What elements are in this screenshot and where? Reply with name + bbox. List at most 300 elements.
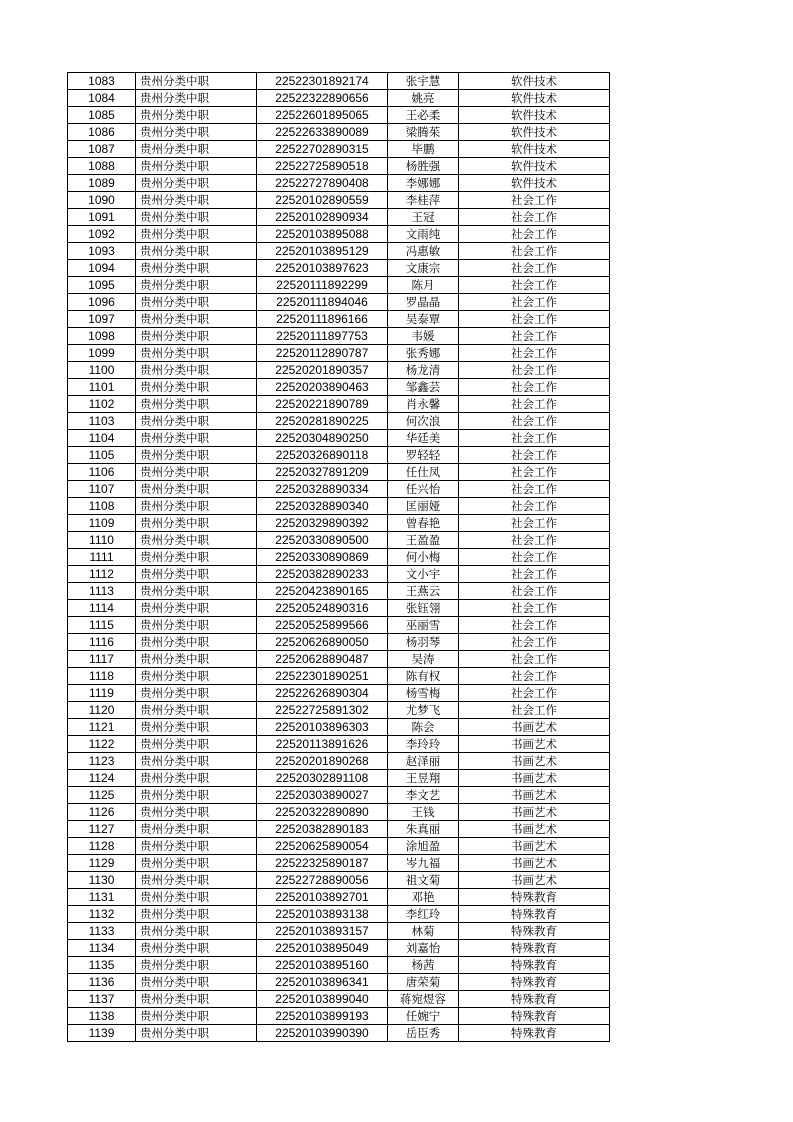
table-row [68,753,610,770]
candidate-id-cell: 22520111892299 [257,277,388,294]
admission-type-cell: 贵州分类中职 [136,209,257,226]
major-cell: 社会工作 [459,566,610,583]
student-name-cell: 肖永馨 [388,396,459,413]
row-number-cell: 1092 [68,226,136,243]
student-name-cell: 张钰翎 [388,600,459,617]
student-name-cell: 韦媛 [388,328,459,345]
major-cell: 特殊教育 [459,1025,610,1042]
table-row [68,515,610,532]
row-number-cell: 1121 [68,719,136,736]
table-row [68,90,610,107]
candidate-id-cell: 22520201890357 [257,362,388,379]
table-row [68,379,610,396]
admission-type-cell: 贵州分类中职 [136,107,257,124]
table-row [68,413,610,430]
major-cell: 社会工作 [459,617,610,634]
admission-type-cell: 贵州分类中职 [136,651,257,668]
candidate-id-cell: 22520102890559 [257,192,388,209]
admission-type-cell: 贵州分类中职 [136,532,257,549]
admission-type-cell: 贵州分类中职 [136,277,257,294]
table-row [68,73,610,90]
admission-type-cell: 贵州分类中职 [136,906,257,923]
major-cell: 软件技术 [459,158,610,175]
major-cell: 书画艺术 [459,770,610,787]
row-number-cell: 1091 [68,209,136,226]
major-cell: 书画艺术 [459,787,610,804]
row-number-cell: 1133 [68,923,136,940]
row-number-cell: 1085 [68,107,136,124]
candidate-id-cell: 22520103895088 [257,226,388,243]
admission-type-cell: 贵州分类中职 [136,549,257,566]
student-name-cell: 林菊 [388,923,459,940]
row-number-cell: 1132 [68,906,136,923]
major-cell: 书画艺术 [459,838,610,855]
major-cell: 特殊教育 [459,1008,610,1025]
major-cell: 社会工作 [459,226,610,243]
row-number-cell: 1110 [68,532,136,549]
student-name-cell: 王必柔 [388,107,459,124]
major-cell: 社会工作 [459,209,610,226]
candidate-id-cell: 22520103897623 [257,260,388,277]
candidate-id-cell: 22520382890233 [257,566,388,583]
row-number-cell: 1083 [68,73,136,90]
major-cell: 社会工作 [459,260,610,277]
student-name-cell: 罗轻轻 [388,447,459,464]
row-number-cell: 1131 [68,889,136,906]
admission-type-cell: 贵州分类中职 [136,719,257,736]
candidate-id-cell: 22522301892174 [257,73,388,90]
row-number-cell: 1094 [68,260,136,277]
table-row [68,617,610,634]
candidate-id-cell: 22520113891626 [257,736,388,753]
candidate-id-cell: 22520328890334 [257,481,388,498]
table-row [68,260,610,277]
admission-type-cell: 贵州分类中职 [136,821,257,838]
candidate-id-cell: 22520103893157 [257,923,388,940]
table-row [68,634,610,651]
candidate-id-cell: 22522725891302 [257,702,388,719]
student-name-cell: 吴泰覃 [388,311,459,328]
major-cell: 社会工作 [459,702,610,719]
student-name-cell: 杨龙清 [388,362,459,379]
table-row [68,566,610,583]
student-name-cell: 邓艳 [388,889,459,906]
table-row [68,532,610,549]
student-name-cell: 赵泽丽 [388,753,459,770]
student-name-cell: 吴涛 [388,651,459,668]
major-cell: 社会工作 [459,447,610,464]
candidate-id-cell: 22520111896166 [257,311,388,328]
candidate-id-cell: 22520103893138 [257,906,388,923]
admission-type-cell: 贵州分类中职 [136,481,257,498]
student-name-cell: 唐荣菊 [388,974,459,991]
admission-type-cell: 贵州分类中职 [136,668,257,685]
row-number-cell: 1095 [68,277,136,294]
row-number-cell: 1105 [68,447,136,464]
table-row [68,872,610,889]
admission-type-cell: 贵州分类中职 [136,974,257,991]
student-name-cell: 李玲玲 [388,736,459,753]
admission-type-cell: 贵州分类中职 [136,583,257,600]
table-row [68,821,610,838]
table-row [68,107,610,124]
student-name-cell: 李红玲 [388,906,459,923]
row-number-cell: 1093 [68,243,136,260]
row-number-cell: 1084 [68,90,136,107]
admission-type-cell: 贵州分类中职 [136,685,257,702]
admission-type-cell: 贵州分类中职 [136,243,257,260]
student-name-cell: 岳臣秀 [388,1025,459,1042]
candidate-id-cell: 22520221890789 [257,396,388,413]
student-name-cell: 杨茜 [388,957,459,974]
admission-type-cell: 贵州分类中职 [136,634,257,651]
table-row [68,141,610,158]
major-cell: 软件技术 [459,90,610,107]
admission-type-cell: 贵州分类中职 [136,498,257,515]
candidate-id-cell: 22520111894046 [257,294,388,311]
table-row [68,481,610,498]
major-cell: 社会工作 [459,430,610,447]
row-number-cell: 1109 [68,515,136,532]
admission-type-cell: 贵州分类中职 [136,226,257,243]
table-row [68,702,610,719]
row-number-cell: 1107 [68,481,136,498]
table-row [68,1008,610,1025]
admission-type-cell: 贵州分类中职 [136,515,257,532]
major-cell: 社会工作 [459,583,610,600]
table-row [68,345,610,362]
student-name-cell: 陈有权 [388,668,459,685]
row-number-cell: 1115 [68,617,136,634]
major-cell: 社会工作 [459,345,610,362]
admission-type-cell: 贵州分类中职 [136,923,257,940]
row-number-cell: 1124 [68,770,136,787]
table-row [68,243,610,260]
admission-type-cell: 贵州分类中职 [136,736,257,753]
major-cell: 社会工作 [459,464,610,481]
admission-type-cell: 贵州分类中职 [136,413,257,430]
major-cell: 软件技术 [459,141,610,158]
student-name-cell: 匡丽娅 [388,498,459,515]
admission-type-cell: 贵州分类中职 [136,328,257,345]
table-row [68,855,610,872]
candidate-id-cell: 22520103899040 [257,991,388,1008]
admission-type-cell: 贵州分类中职 [136,464,257,481]
admission-type-cell: 贵州分类中职 [136,379,257,396]
student-name-cell: 何次浪 [388,413,459,430]
row-number-cell: 1086 [68,124,136,141]
major-cell: 社会工作 [459,600,610,617]
table-row [68,685,610,702]
table-row [68,957,610,974]
student-name-cell: 任兴怡 [388,481,459,498]
major-cell: 书画艺术 [459,855,610,872]
table-row [68,209,610,226]
admission-type-cell: 贵州分类中职 [136,855,257,872]
table-row [68,498,610,515]
student-name-cell: 何小梅 [388,549,459,566]
student-name-cell: 陈月 [388,277,459,294]
admission-type-cell: 贵州分类中职 [136,447,257,464]
admission-type-cell: 贵州分类中职 [136,311,257,328]
candidate-id-cell: 22520103990390 [257,1025,388,1042]
admission-type-cell: 贵州分类中职 [136,804,257,821]
row-number-cell: 1097 [68,311,136,328]
table-row [68,940,610,957]
admission-type-cell: 贵州分类中职 [136,362,257,379]
major-cell: 书画艺术 [459,719,610,736]
student-name-cell: 岑九福 [388,855,459,872]
major-cell: 书画艺术 [459,872,610,889]
row-number-cell: 1103 [68,413,136,430]
candidate-id-cell: 22520322890890 [257,804,388,821]
row-number-cell: 1122 [68,736,136,753]
admission-type-cell: 贵州分类中职 [136,787,257,804]
table-row [68,192,610,209]
candidate-id-cell: 22520525899566 [257,617,388,634]
major-cell: 社会工作 [459,532,610,549]
admission-type-cell: 贵州分类中职 [136,566,257,583]
admission-type-cell: 贵州分类中职 [136,90,257,107]
admission-type-cell: 贵州分类中职 [136,294,257,311]
table-row [68,1025,610,1042]
student-name-cell: 刘嘉怡 [388,940,459,957]
major-cell: 社会工作 [459,634,610,651]
candidate-id-cell: 22520302891108 [257,770,388,787]
admission-type-cell: 贵州分类中职 [136,124,257,141]
student-name-cell: 毕鹏 [388,141,459,158]
major-cell: 社会工作 [459,379,610,396]
student-name-cell: 邹鑫芸 [388,379,459,396]
candidate-id-cell: 22522322890656 [257,90,388,107]
student-name-cell: 罗晶晶 [388,294,459,311]
row-number-cell: 1130 [68,872,136,889]
table-row [68,396,610,413]
table-row [68,906,610,923]
table-row [68,719,610,736]
student-name-cell: 王钱 [388,804,459,821]
table-row [68,787,610,804]
admission-type-cell: 贵州分类中职 [136,345,257,362]
row-number-cell: 1087 [68,141,136,158]
row-number-cell: 1088 [68,158,136,175]
candidate-id-cell: 22520628890487 [257,651,388,668]
row-number-cell: 1099 [68,345,136,362]
table-row [68,294,610,311]
major-cell: 社会工作 [459,243,610,260]
student-name-cell: 涂旭盈 [388,838,459,855]
admission-type-cell: 贵州分类中职 [136,889,257,906]
major-cell: 特殊教育 [459,906,610,923]
admission-list-table [67,72,610,1042]
candidate-id-cell: 22520103895049 [257,940,388,957]
table-row [68,447,610,464]
candidate-id-cell: 22520326890118 [257,447,388,464]
row-number-cell: 1134 [68,940,136,957]
major-cell: 社会工作 [459,651,610,668]
admission-type-cell: 贵州分类中职 [136,957,257,974]
candidate-id-cell: 22520626890050 [257,634,388,651]
row-number-cell: 1128 [68,838,136,855]
candidate-id-cell: 22522727890408 [257,175,388,192]
candidate-id-cell: 22520103896341 [257,974,388,991]
student-name-cell: 文雨纯 [388,226,459,243]
major-cell: 社会工作 [459,515,610,532]
table-row [68,158,610,175]
table-row [68,549,610,566]
student-name-cell: 冯惠敏 [388,243,459,260]
major-cell: 社会工作 [459,362,610,379]
row-number-cell: 1119 [68,685,136,702]
major-cell: 社会工作 [459,294,610,311]
candidate-id-cell: 22520423890165 [257,583,388,600]
admission-type-cell: 贵州分类中职 [136,991,257,1008]
candidate-id-cell: 22520201890268 [257,753,388,770]
admission-type-cell: 贵州分类中职 [136,617,257,634]
row-number-cell: 1113 [68,583,136,600]
row-number-cell: 1117 [68,651,136,668]
student-name-cell: 蒋宛煜容 [388,991,459,1008]
candidate-id-cell: 22520112890787 [257,345,388,362]
table-row [68,362,610,379]
candidate-id-cell: 22522725890518 [257,158,388,175]
admission-type-cell: 贵州分类中职 [136,192,257,209]
row-number-cell: 1138 [68,1008,136,1025]
row-number-cell: 1102 [68,396,136,413]
candidate-id-cell: 22522325890187 [257,855,388,872]
table-row [68,889,610,906]
table-row [68,770,610,787]
student-name-cell: 梁腾茱 [388,124,459,141]
major-cell: 特殊教育 [459,974,610,991]
row-number-cell: 1090 [68,192,136,209]
row-number-cell: 1125 [68,787,136,804]
row-number-cell: 1120 [68,702,136,719]
student-name-cell: 王冠 [388,209,459,226]
student-name-cell: 朱真丽 [388,821,459,838]
major-cell: 特殊教育 [459,957,610,974]
admission-type-cell: 贵州分类中职 [136,770,257,787]
major-cell: 社会工作 [459,413,610,430]
major-cell: 社会工作 [459,311,610,328]
candidate-id-cell: 22520103895160 [257,957,388,974]
table-row [68,804,610,821]
candidate-id-cell: 22520329890392 [257,515,388,532]
candidate-id-cell: 22520203890463 [257,379,388,396]
row-number-cell: 1104 [68,430,136,447]
row-number-cell: 1089 [68,175,136,192]
admission-type-cell: 贵州分类中职 [136,940,257,957]
candidate-id-cell: 22520327891209 [257,464,388,481]
major-cell: 社会工作 [459,328,610,345]
candidate-id-cell: 22520328890340 [257,498,388,515]
row-number-cell: 1112 [68,566,136,583]
admission-type-cell: 贵州分类中职 [136,260,257,277]
student-name-cell: 王燕云 [388,583,459,600]
student-name-cell: 文小宇 [388,566,459,583]
major-cell: 社会工作 [459,192,610,209]
table-row [68,736,610,753]
row-number-cell: 1136 [68,974,136,991]
admission-type-cell: 贵州分类中职 [136,838,257,855]
table-row [68,277,610,294]
table-row [68,583,610,600]
row-number-cell: 1135 [68,957,136,974]
candidate-id-cell: 22520625890054 [257,838,388,855]
candidate-id-cell: 22520103899193 [257,1008,388,1025]
major-cell: 书画艺术 [459,821,610,838]
student-name-cell: 曾春艳 [388,515,459,532]
table-row [68,328,610,345]
major-cell: 社会工作 [459,685,610,702]
table-row [68,651,610,668]
row-number-cell: 1098 [68,328,136,345]
admission-type-cell: 贵州分类中职 [136,175,257,192]
major-cell: 社会工作 [459,498,610,515]
major-cell: 软件技术 [459,73,610,90]
row-number-cell: 1096 [68,294,136,311]
candidate-id-cell: 22520111897753 [257,328,388,345]
admission-type-cell: 贵州分类中职 [136,702,257,719]
student-name-cell: 尤梦飞 [388,702,459,719]
student-name-cell: 华廷美 [388,430,459,447]
admission-type-cell: 贵州分类中职 [136,1025,257,1042]
table-row [68,464,610,481]
row-number-cell: 1116 [68,634,136,651]
row-number-cell: 1118 [68,668,136,685]
major-cell: 书画艺术 [459,753,610,770]
candidate-id-cell: 22522601895065 [257,107,388,124]
table-row [68,991,610,1008]
major-cell: 社会工作 [459,277,610,294]
row-number-cell: 1123 [68,753,136,770]
row-number-cell: 1100 [68,362,136,379]
major-cell: 软件技术 [459,107,610,124]
table-body [68,73,610,1042]
student-name-cell: 杨雪梅 [388,685,459,702]
student-name-cell: 祖文菊 [388,872,459,889]
candidate-id-cell: 22520103896303 [257,719,388,736]
student-name-cell: 李桂萍 [388,192,459,209]
admission-type-cell: 贵州分类中职 [136,600,257,617]
candidate-id-cell: 22520304890250 [257,430,388,447]
row-number-cell: 1106 [68,464,136,481]
row-number-cell: 1126 [68,804,136,821]
admission-type-cell: 贵州分类中职 [136,872,257,889]
student-name-cell: 任婉宁 [388,1008,459,1025]
table-row [68,668,610,685]
table-row [68,974,610,991]
admission-type-cell: 贵州分类中职 [136,73,257,90]
student-name-cell: 张秀娜 [388,345,459,362]
student-name-cell: 杨胜强 [388,158,459,175]
major-cell: 书画艺术 [459,804,610,821]
student-name-cell: 陈会 [388,719,459,736]
student-name-cell: 文康宗 [388,260,459,277]
candidate-id-cell: 22520103895129 [257,243,388,260]
student-name-cell: 李文艺 [388,787,459,804]
major-cell: 社会工作 [459,549,610,566]
major-cell: 书画艺术 [459,736,610,753]
major-cell: 特殊教育 [459,889,610,906]
major-cell: 特殊教育 [459,923,610,940]
candidate-id-cell: 22520281890225 [257,413,388,430]
admission-type-cell: 贵州分类中职 [136,396,257,413]
row-number-cell: 1139 [68,1025,136,1042]
candidate-id-cell: 22520303890027 [257,787,388,804]
major-cell: 软件技术 [459,124,610,141]
row-number-cell: 1108 [68,498,136,515]
